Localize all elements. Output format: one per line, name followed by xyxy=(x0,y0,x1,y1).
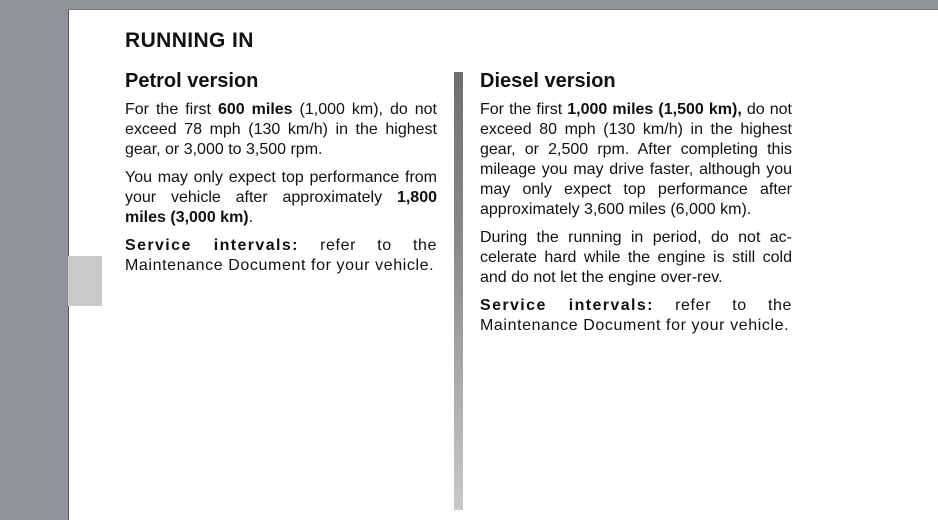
petrol-heading: Petrol version xyxy=(125,70,259,92)
diesel-column xyxy=(480,68,792,344)
petrol-paragraph-mileage xyxy=(125,100,437,160)
diesel-p1-bold: 1,000 miles (1,500 km), xyxy=(567,101,742,118)
diesel-service-label: Service intervals: xyxy=(480,297,654,314)
petrol-paragraph-performance xyxy=(125,168,437,228)
column-divider xyxy=(454,72,463,510)
petrol-paragraph-service xyxy=(125,236,437,276)
diesel-paragraph-running-in: During the running in period, do not accelerate hard while the engine is still cold and do not let the engine over-rev. xyxy=(480,229,792,286)
petrol-column xyxy=(125,68,437,284)
petrol-p2-text: You may only expect top performance from your vehicle after approximately xyxy=(125,169,437,206)
diesel-paragraph-service xyxy=(480,296,792,336)
petrol-p2-rest: . xyxy=(248,209,254,226)
petrol-p1-text: For the first xyxy=(125,101,218,118)
petrol-p1-bold: 600 miles xyxy=(217,101,293,118)
diesel-p1-text: For the first xyxy=(480,101,568,118)
petrol-service-label: Service intervals: xyxy=(125,237,299,254)
diesel-paragraph-mileage xyxy=(480,100,792,220)
petrol-p2-bold: 1,800 miles (3,000 km) xyxy=(125,189,437,226)
petrol-p1-rest: (1,000 km), do not exceed 78 mph (130 km/h) in the highest gear, or 3,000 to 3,500 rpm. xyxy=(125,101,437,158)
diesel-p1-rest: do not exceed 80 mph (130 km/h) in the highest gear, or 2,500 rpm. After completing this mileage you may drive faster, although you may only expect top performance after approximately 3,600 miles (6,000 km). xyxy=(480,101,792,218)
page-side-tab xyxy=(68,256,102,306)
petrol-service-text: refer to the Maintenance Document for your vehicle. xyxy=(125,237,437,274)
diesel-service-text: refer to the Maintenance Document for your vehicle. xyxy=(480,297,792,334)
diesel-heading: Diesel version xyxy=(480,70,616,92)
section-title: RUNNING IN xyxy=(125,29,254,52)
